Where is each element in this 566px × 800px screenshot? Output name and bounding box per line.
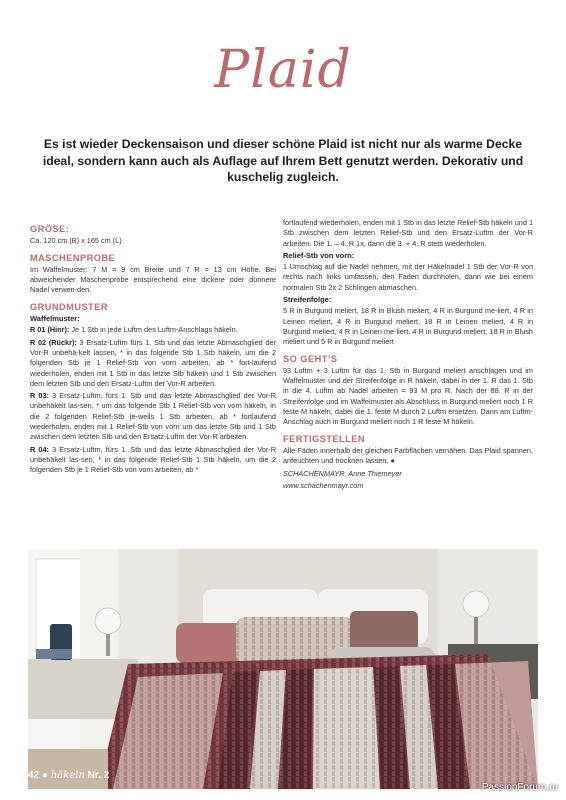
howto-text: 93 Luftm + 3 Luftm für das 1. Stb in Burgund meliert anschlagen und im Waffelmuster und der Streifenfolge in R häkeln, dabei in der 1. R das 1. Stb in die 4. Luftm ab Nadel arbeiten = 93 M pro R. Nach der 88. R in der Streifenfolge und im Waffelmuster als Abschluss in Burgund meliert noch 1 R feste M häkeln, dabei die 1. feste M durch 2 Luftm ersetzen. Dann am Luftm-Anschlag auch in Burgund meliert noch 1 R feste M häkeln. (283, 365, 533, 427)
size-text: Ca. 120 cm (B) x 165 cm (L) (30, 236, 122, 246)
photo-illustration (28, 549, 538, 789)
bullet-icon: ● (41, 770, 48, 781)
page-footer (28, 770, 109, 781)
row-1-label: R 01 (Hinr): (30, 325, 70, 335)
gauge-heading: MASCHENPROBE (30, 252, 116, 263)
row-1-text: Je 1 Stb in jede Luftm des Luftm-Anschlags häkeln. (69, 325, 238, 335)
row-3-text: 3 Ersatz-Luftm, fürs 1. Stb und das letzte Abmaschglied der Vor-R unbehäkelt las-sen, * um das folgende Stb 1 Relief-Stb von vorn häkeln, in die 2 folgenden Relief-Stb je-weils 1 Stb arbeiten, ab * fortlaufend wiederholen, enden mit 1 Relief-Stb von vorn um das letzte Stb und 1 Stb zwischen dem letzten Stb und den Ersatz-Luftm der Vor-R arbeiten. (30, 391, 276, 442)
waffle-heading: Waffelmuster: (30, 314, 80, 324)
stripe-heading: Streifenfolge: (283, 295, 332, 305)
row-3-label: R 03: (30, 391, 49, 401)
intro-text: Es ist wieder Deckensaison und dieser schöne Plaid ist nicht nur als warme Decke ideal, sondern kann auch als Auflage auf Ihrem Bett genutzt werden. Dekorativ und kuschelig zugleich. (42, 137, 524, 184)
row-3 (30, 391, 276, 442)
size-heading: GRÖSE: (30, 224, 70, 234)
row-2-label: R 02 (Rückr): (30, 337, 77, 347)
howto-heading: SO GEHT’S (283, 353, 338, 364)
pattern-heading: GRUNDMUSTER (30, 301, 108, 312)
page-title: Plaid (214, 40, 352, 100)
issue-number: Nr. 2 (87, 770, 110, 781)
credit: SCHACHENMAYR, Anne Thiemeyer (283, 468, 402, 478)
bedroom-photo (28, 549, 538, 789)
relief-heading: Relief-Stb von vorn: (283, 250, 355, 260)
watermark: PassionForum.ru (481, 782, 558, 793)
left-column (30, 218, 276, 478)
finishing-heading: FERTIGSTELLEN (283, 433, 366, 444)
row-4-label: R 04: (30, 444, 49, 454)
row-4-continued: fortlaufend wiederholen, enden mit 1 Stb in das letzte Relief-Stb häkeln und 1 Stb zwischen dem letzten Relief-Stb und den Ersatz-Luftm der Vor-R arbeiten. Die 1. – 4. R 1x, dann die 3. + 4. R stets wiederholen. (283, 218, 533, 248)
row-2 (30, 338, 276, 389)
right-column (283, 218, 533, 493)
website-link[interactable]: www.schachenmayr.com (283, 480, 364, 490)
stripe-text: 5 R in Burgund meliert, 18 R in Blush meliert, 4 R in Burgund me-liert, 4 R in Leinen meliert, 4 R in Burgund meliert, 18 R in Leinen meliert, 4 R in Burgund meliert, 4 R in Leinen me-liert, 4 R in Burgund meliert, 18 R in Blush meliert und 5 R in Burgund meliert (283, 306, 533, 347)
relief-text: 1 Umschlag auf die Nadel nehmen, mit der Häkelnadel 1 Stb der Vor-R von rechts nach links umfassen, den Faden durchholen, dann wie bei einem normalen Stb 2x 2 Schlingen abmaschen. (283, 262, 533, 292)
magazine-name: häkeln (50, 770, 85, 781)
row-2-text: 3 Ersatz-Luftm fürs 1. Stb und das letzte Abmaschglied der Vor-R unbehä-kelt lassen, * in das folgende Stb 1 Stb häkeln, um die 2 folgenden Stb je 1 Relief-Stb von vorn arbeiten, ab * fort-laufend wiederholen, enden mit 1 Stb in das letzte Stb häkeln und 1 Stb zwischen dem letzten Stb und den Ersatz-Luftm der Vor-R arbeiten. (30, 337, 277, 388)
page-number: 42 (28, 770, 40, 781)
finishing-text: Alle Fäden innerhalb der gleichen Farbflächen vernähen. Das Plaid spannen, anfeuchten und trocknen lassen. ● (283, 445, 533, 466)
gauge-text: Im Waffelmuster: 7 M = 9 cm Breite und 7 R = 13 cm Höhe. Bei abweichender Maschenprobe entsprechend eine dickere oder dünnere Nadel verwen-den. (30, 264, 276, 295)
row-4 (30, 445, 276, 476)
row-1 (30, 325, 276, 335)
row-4-text: 3 Ersatz-Luftm, fürs 1. Stb und das letzte Abmaschglied der Vor-R unbehäkelt las-sen, * in das folgende Relief-Stb 1 Stb häkeln, um die 2 folgenden Stb je 1 Relief-Stb von vorn arbeiten, ab * (30, 444, 276, 475)
